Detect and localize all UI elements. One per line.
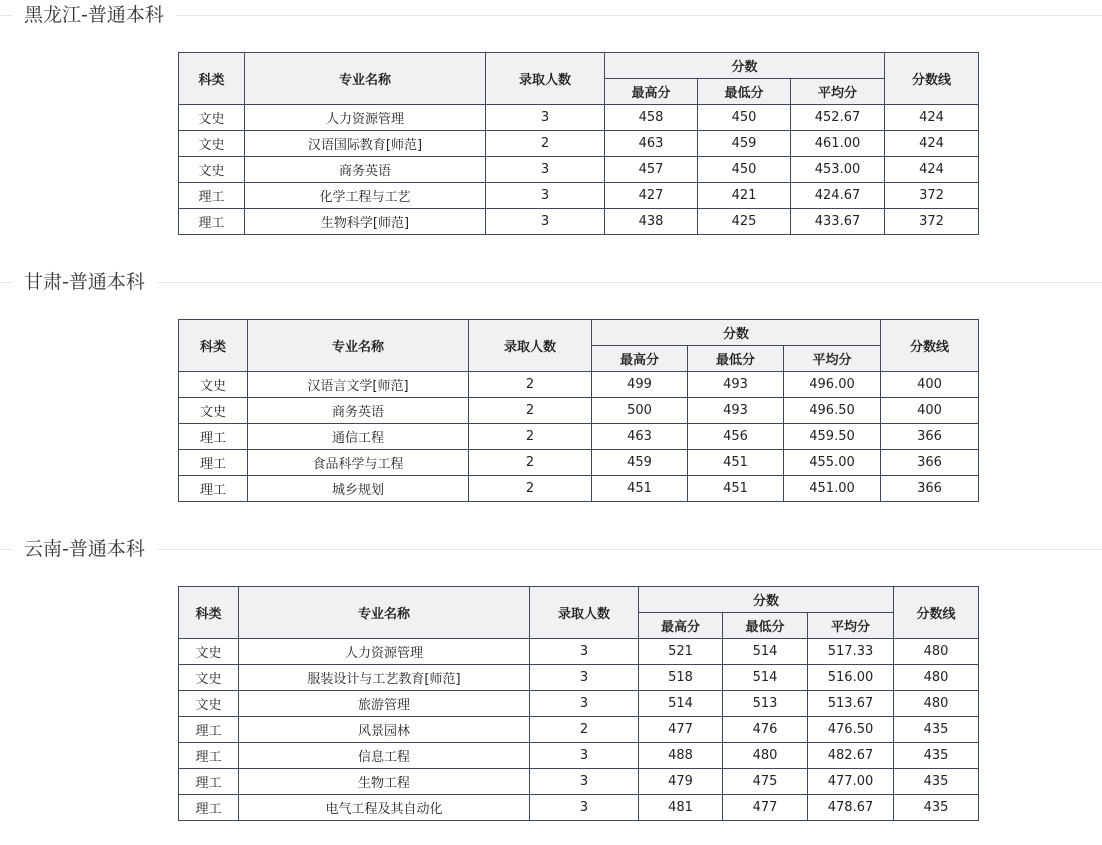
cell-min: 459: [698, 131, 791, 157]
cell-admitted: 3: [530, 691, 639, 717]
cell-category: 理工: [179, 183, 245, 209]
cell-category: 理工: [179, 209, 245, 235]
cell-category: 文史: [179, 639, 239, 665]
cell-admitted: 2: [530, 717, 639, 743]
section-title: 云南-普通本科: [12, 534, 157, 564]
cell-max: 514: [639, 691, 723, 717]
table-row: [179, 450, 979, 476]
cell-min: 475: [723, 769, 808, 795]
cell-min: 513: [723, 691, 808, 717]
header-scores: 分数: [605, 53, 885, 79]
cell-category: 文史: [179, 372, 248, 398]
cell-major: 化学工程与工艺: [245, 183, 486, 209]
header-category: 科类: [179, 587, 239, 639]
cell-max: 427: [605, 183, 698, 209]
cell-avg: 496.00: [784, 372, 881, 398]
table-row: [179, 157, 979, 183]
table-row: [179, 105, 979, 131]
cell-avg: 451.00: [784, 476, 881, 502]
cell-avg: 496.50: [784, 398, 881, 424]
cell-major: 信息工程: [239, 743, 530, 769]
table-row: [179, 476, 979, 502]
section-title: 甘肃-普通本科: [12, 267, 157, 297]
cell-min: 476: [723, 717, 808, 743]
cell-max: 481: [639, 795, 723, 821]
cell-min: 450: [698, 157, 791, 183]
header-major: 专业名称: [245, 53, 486, 105]
cell-avg: 477.00: [808, 769, 894, 795]
cell-avg: 452.67: [791, 105, 885, 131]
header-min: 最低分: [723, 613, 808, 639]
cell-min: 456: [688, 424, 784, 450]
cell-major: 城乡规划: [248, 476, 469, 502]
cell-avg: 476.50: [808, 717, 894, 743]
cell-cutoff: 424: [885, 157, 979, 183]
cell-cutoff: 435: [894, 795, 979, 821]
cell-category: 文史: [179, 157, 245, 183]
cell-min: 425: [698, 209, 791, 235]
cell-min: 514: [723, 639, 808, 665]
header-avg: 平均分: [784, 346, 881, 372]
cell-min: 421: [698, 183, 791, 209]
section-divider: [0, 549, 1102, 550]
cell-major: 服装设计与工艺教育[师范]: [239, 665, 530, 691]
table-row: [179, 717, 979, 743]
cell-category: 理工: [179, 795, 239, 821]
cell-avg: 478.67: [808, 795, 894, 821]
header-cutoff: 分数线: [894, 587, 979, 639]
cell-admitted: 3: [486, 209, 605, 235]
cell-min: 480: [723, 743, 808, 769]
cell-max: 451: [592, 476, 688, 502]
header-admitted: 录取人数: [530, 587, 639, 639]
cell-category: 文史: [179, 665, 239, 691]
header-category: 科类: [179, 53, 245, 105]
header-cutoff: 分数线: [881, 320, 979, 372]
cell-max: 488: [639, 743, 723, 769]
cell-max: 518: [639, 665, 723, 691]
header-admitted: 录取人数: [469, 320, 592, 372]
table-row: [179, 131, 979, 157]
cell-cutoff: 372: [885, 209, 979, 235]
section-header: [0, 0, 1102, 34]
score-table: [178, 52, 979, 235]
cell-cutoff: 400: [881, 398, 979, 424]
table-row: [179, 795, 979, 821]
cell-cutoff: 480: [894, 639, 979, 665]
table-row: [179, 639, 979, 665]
cell-min: 514: [723, 665, 808, 691]
header-avg: 平均分: [791, 79, 885, 105]
cell-admitted: 2: [469, 476, 592, 502]
table-row: [179, 691, 979, 717]
cell-category: 理工: [179, 743, 239, 769]
cell-max: 457: [605, 157, 698, 183]
header-admitted: 录取人数: [486, 53, 605, 105]
cell-max: 459: [592, 450, 688, 476]
cell-min: 451: [688, 450, 784, 476]
cell-cutoff: 366: [881, 424, 979, 450]
header-max: 最高分: [605, 79, 698, 105]
cell-category: 理工: [179, 450, 248, 476]
cell-category: 文史: [179, 691, 239, 717]
cell-cutoff: 366: [881, 476, 979, 502]
cell-min: 450: [698, 105, 791, 131]
score-table: [178, 586, 979, 821]
cell-major: 通信工程: [248, 424, 469, 450]
cell-major: 生物工程: [239, 769, 530, 795]
cell-admitted: 2: [469, 398, 592, 424]
cell-admitted: 2: [469, 450, 592, 476]
header-major: 专业名称: [239, 587, 530, 639]
cell-major: 电气工程及其自动化: [239, 795, 530, 821]
cell-avg: 516.00: [808, 665, 894, 691]
table-row: [179, 372, 979, 398]
cell-max: 438: [605, 209, 698, 235]
cell-max: 463: [605, 131, 698, 157]
header-max: 最高分: [592, 346, 688, 372]
cell-admitted: 3: [530, 795, 639, 821]
cell-avg: 424.67: [791, 183, 885, 209]
cell-avg: 433.67: [791, 209, 885, 235]
cell-admitted: 3: [530, 665, 639, 691]
cell-min: 477: [723, 795, 808, 821]
table-row: [179, 769, 979, 795]
cell-admitted: 3: [486, 157, 605, 183]
header-avg: 平均分: [808, 613, 894, 639]
cell-major: 汉语国际教育[师范]: [245, 131, 486, 157]
cell-major: 人力资源管理: [245, 105, 486, 131]
cell-avg: 482.67: [808, 743, 894, 769]
cell-cutoff: 424: [885, 105, 979, 131]
cell-cutoff: 366: [881, 450, 979, 476]
cell-cutoff: 435: [894, 769, 979, 795]
cell-category: 理工: [179, 769, 239, 795]
cell-avg: 461.00: [791, 131, 885, 157]
header-max: 最高分: [639, 613, 723, 639]
cell-min: 493: [688, 398, 784, 424]
header-cutoff: 分数线: [885, 53, 979, 105]
cell-admitted: 3: [530, 639, 639, 665]
table-row: [179, 424, 979, 450]
cell-max: 479: [639, 769, 723, 795]
cell-avg: 517.33: [808, 639, 894, 665]
cell-category: 理工: [179, 424, 248, 450]
cell-min: 451: [688, 476, 784, 502]
section-header: [0, 534, 1102, 568]
cell-avg: 453.00: [791, 157, 885, 183]
cell-category: 文史: [179, 131, 245, 157]
cell-category: 理工: [179, 717, 239, 743]
cell-cutoff: 480: [894, 665, 979, 691]
cell-max: 463: [592, 424, 688, 450]
table-row: [179, 209, 979, 235]
cell-cutoff: 424: [885, 131, 979, 157]
cell-min: 493: [688, 372, 784, 398]
cell-cutoff: 435: [894, 743, 979, 769]
cell-admitted: 3: [486, 105, 605, 131]
section-title: 黑龙江-普通本科: [12, 0, 176, 30]
cell-category: 文史: [179, 398, 248, 424]
cell-admitted: 2: [486, 131, 605, 157]
cell-major: 人力资源管理: [239, 639, 530, 665]
cell-avg: 513.67: [808, 691, 894, 717]
cell-admitted: 3: [530, 769, 639, 795]
cell-major: 旅游管理: [239, 691, 530, 717]
cell-major: 风景园林: [239, 717, 530, 743]
table-row: [179, 743, 979, 769]
header-scores: 分数: [592, 320, 881, 346]
cell-major: 商务英语: [245, 157, 486, 183]
score-table: [178, 319, 979, 502]
cell-major: 食品科学与工程: [248, 450, 469, 476]
header-scores: 分数: [639, 587, 894, 613]
cell-cutoff: 480: [894, 691, 979, 717]
cell-max: 477: [639, 717, 723, 743]
cell-max: 499: [592, 372, 688, 398]
cell-max: 521: [639, 639, 723, 665]
cell-avg: 455.00: [784, 450, 881, 476]
cell-max: 500: [592, 398, 688, 424]
header-min: 最低分: [688, 346, 784, 372]
cell-cutoff: 400: [881, 372, 979, 398]
cell-admitted: 3: [530, 743, 639, 769]
section-header: [0, 267, 1102, 301]
cell-admitted: 3: [486, 183, 605, 209]
cell-major: 生物科学[师范]: [245, 209, 486, 235]
cell-max: 458: [605, 105, 698, 131]
cell-major: 汉语言文学[师范]: [248, 372, 469, 398]
cell-category: 理工: [179, 476, 248, 502]
cell-avg: 459.50: [784, 424, 881, 450]
table-row: [179, 183, 979, 209]
cell-category: 文史: [179, 105, 245, 131]
header-category: 科类: [179, 320, 248, 372]
cell-admitted: 2: [469, 372, 592, 398]
header-major: 专业名称: [248, 320, 469, 372]
section-divider: [0, 282, 1102, 283]
cell-major: 商务英语: [248, 398, 469, 424]
cell-cutoff: 435: [894, 717, 979, 743]
cell-admitted: 2: [469, 424, 592, 450]
cell-cutoff: 372: [885, 183, 979, 209]
table-row: [179, 398, 979, 424]
header-min: 最低分: [698, 79, 791, 105]
table-row: [179, 665, 979, 691]
